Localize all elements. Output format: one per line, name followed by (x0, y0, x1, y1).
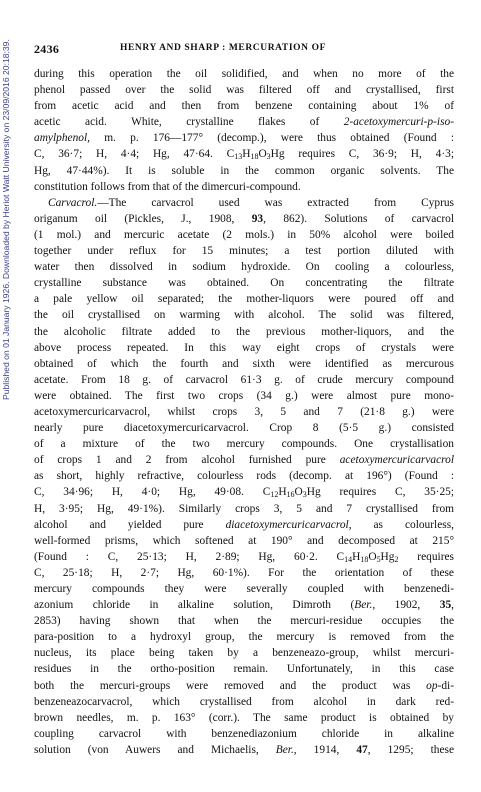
text-line: acetate. From 18 g. of carvacrol 61·3 g. of crude mercury compound (34, 373, 454, 386)
text-line: (1 mol.) and mercuric acetate (2 mols.) in 50% alcohol were boiled (34, 228, 454, 241)
text-line: together under reflux for 15 minutes; a test portion diluted with (34, 245, 454, 258)
text-line: were obtained. The first two crops (34 g.) were almost pure mono- (34, 389, 454, 402)
text-line: nearly pure diacetoxymercuricarvacrol. Crop 8 (5·5 g.) consisted (34, 422, 454, 435)
text-line: solution (von Auwers and Michaelis, Ber., 1914, 47, 1295; these (34, 743, 454, 756)
text-line: the alcoholic filtrate added to the previous mother-liquors, and the (34, 325, 454, 338)
text-line: obtained of which the fourth and sixth were identified as mercurous (34, 357, 454, 370)
page-header (34, 42, 454, 56)
article-body (34, 66, 454, 758)
text-line: azonium chloride in alkaline solution, Dimroth (Ber., 1902, 35, (34, 599, 454, 612)
text-line: origanum oil (Pickles, J., 1908, 93, 862). Solutions of carvacrol (34, 212, 454, 225)
text-line: as short, highly refractive, colourless rods (decomp. at 196°) (Found : (34, 470, 454, 483)
text-line: H, 3·95; Hg, 49·1%). Similarly crops 3, 5 and 7 crystallised from (34, 502, 454, 515)
text-line: C, 36·7; H, 4·4; Hg, 47·64. $C_{13}H_{18}O_3Hg$ requires C, 36·9; H, 4·3; (34, 148, 454, 162)
download-notice: Published on 01 January 1926. Downloaded by Heriot Watt University on 23/09/2016 20:18:39. (1, 39, 11, 400)
text-line: amylphenol, m. p. 176—177° (decomp.), were thus obtained (Found : (34, 132, 454, 145)
text-line: both the mercuri-groups were removed and the product was op-di- (34, 679, 454, 692)
text-line: mercury compounds they were severally coupled with benzenedi- (34, 583, 454, 595)
page-number: 2436 (34, 42, 60, 56)
text-line: C, 34·96; H, 4·0; Hg, 49·08. $C_{12}H_{16}O_3Hg$ requires C, 35·25; (34, 486, 454, 500)
text-line: residues in the ortho-position remain. Unfortunately, in this case (34, 663, 454, 676)
text-line: the oil crystallised on warming with alcohol. The solid was filtered, (34, 309, 454, 322)
text-line: crystalline substance was obtained. On concentrating the filtrate (34, 277, 454, 290)
text-line: brown needles, m. p. 163° (corr.). The same product is obtained by (34, 711, 454, 724)
running-head: HENRY AND SHARP : MERCURATION OF (120, 43, 326, 53)
text-line: para-position to a hydroxyl group, the mercury is removed from the (34, 631, 454, 644)
text-line: a pale yellow oil separated; the mother-liquors were poured off and (34, 293, 454, 306)
text-line: from acetic acid and then from benzene containing about 1% of (34, 100, 454, 113)
text-line: Hg, 47·44%). It is soluble in the common organic solvents. The (34, 164, 454, 177)
text-line: constitution follows from that of the dimercuri-compound. (34, 180, 301, 193)
text-line: acetoxymercuricarvacrol, whilst crops 3, 5 and 7 (21·8 g.) were (34, 405, 454, 418)
text-line: alcohol and yielded pure diacetoxymercuricarvacrol, as colourless, (34, 518, 454, 531)
text-line: Carvacrol.—The carvacrol used was extracted from Cyprus (48, 196, 454, 209)
text-line: phenol passed over the solid was filtered off and crystallised, first (34, 84, 454, 97)
text-line: (Found : C, 25·13; H, 2·89; Hg, 60·2. $C_{14}H_{18}O_5Hg_2$ requires (34, 550, 454, 564)
text-line: of a mixture of the two mercury compounds. One crystallisation (34, 438, 454, 451)
text-line: acetic acid. White, crystalline flakes of 2-acetoxymercuri-p-iso- (34, 116, 454, 129)
text-line: well-formed prisms, which softened at 190° and decomposed at 215° (34, 534, 454, 547)
text-line: water then dissolved in sodium hydroxide. On cooling a colourless, (34, 261, 454, 274)
text-line: C, 25·18; H, 2·7; Hg, 60·1%). For the orientation of these (34, 566, 454, 579)
text-line: above process repeated. In this way eight crops of crystals were (34, 341, 454, 354)
text-line: nucleus, its place being taken by a benzeneazo-group, whilst mercuri- (34, 647, 454, 660)
text-line: coupling carvacrol with benzenediazonium chloride in alkaline (34, 727, 454, 740)
text-line: benzeneazocarvacrol, which crystallised from alcohol in dark red- (34, 695, 454, 708)
text-line: 2853) having shown that when the mercuri-residue occupies the (34, 615, 454, 628)
text-line: of crops 1 and 2 from alcohol furnished pure acetoxymercuricarvacrol (34, 454, 454, 467)
text-line: during this operation the oil solidified, and when no more of the (34, 68, 454, 80)
